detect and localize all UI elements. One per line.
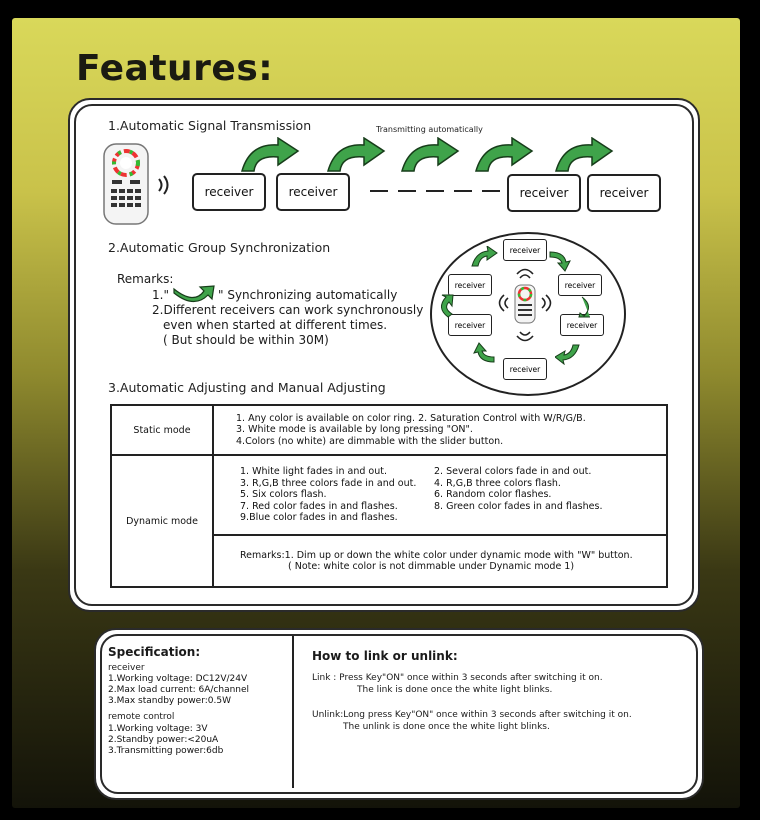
transmit-arrow-icon (400, 137, 460, 173)
dynamic-item: 4. R,G,B three colors flash. (434, 477, 561, 489)
dynamic-item: 5. Six colors flash. (240, 489, 327, 501)
dynamic-remarks-line: ( Note: white color is not dimmable under Dynamic mode 1) (288, 561, 575, 572)
note1-prefix: 1." (152, 288, 169, 302)
unlink-line1: Unlink:Long press Key"ON" once within 3 seconds after switching it on. (312, 710, 632, 720)
diagram-receiver-box: receiver (560, 314, 604, 336)
transmit-arrow-icon (326, 137, 386, 173)
receiver-box: receiver (507, 174, 581, 212)
dynamic-remarks-line: Remarks:1. Dim up or down the white color under dynamic mode with "W" button. (240, 549, 633, 561)
dash (370, 190, 388, 192)
note2-line1: 2.Different receivers can work synchronously (152, 303, 424, 317)
center-remote-icon (514, 284, 536, 324)
remote-control-icon (103, 143, 149, 225)
dash (454, 190, 472, 192)
circular-arrow-icon (436, 294, 454, 318)
diagram-receiver-box: receiver (503, 239, 547, 261)
circular-arrow-icon (576, 296, 596, 318)
static-mode-label: Static mode (111, 405, 213, 455)
spec-receiver-label: receiver (108, 663, 145, 673)
dynamic-remarks (213, 535, 667, 587)
diagram-receiver-box: receiver (448, 314, 492, 336)
remarks-label: Remarks: (117, 272, 174, 286)
signal-waves-icon (516, 330, 534, 344)
dynamic-mode-list (213, 455, 667, 535)
section1-title: 1.Automatic Signal Transmission (108, 118, 312, 133)
transmit-arrow-icon (554, 137, 614, 173)
spec-line: 3.Max standby power:0.5W (108, 696, 232, 706)
dash (398, 190, 416, 192)
note2-line2: even when started at different times. (163, 318, 388, 332)
circular-arrow-icon (470, 342, 496, 366)
receiver-box: receiver (587, 174, 661, 212)
note1-suffix: " Synchronizing automatically (218, 288, 398, 302)
dynamic-item: 8. Green color fades in and flashes. (434, 500, 603, 512)
static-line: 3. White mode is available by long pressing "ON". (236, 424, 473, 436)
static-line: 1. Any color is available on color ring. 2. Saturation Control with W/R/G/B. (236, 412, 586, 424)
static-mode-description (213, 405, 667, 455)
link-title: How to link or unlink: (312, 649, 458, 663)
dynamic-item: 1. White light fades in and out. (240, 466, 387, 478)
spec-remote-label: remote control (108, 712, 175, 722)
diagram-receiver-box: receiver (558, 274, 602, 296)
spec-line: 2.Standby power:<20uA (108, 735, 219, 745)
transmit-arrow-icon (240, 137, 300, 173)
link-line1: Link : Press Key"ON" once within 3 seconds after switching it on. (312, 673, 603, 683)
spec-line: 1.Working voltage: DC12V/24V (108, 674, 248, 684)
dynamic-item: 7. Red color fades in and flashes. (240, 500, 398, 512)
dash (426, 190, 444, 192)
static-line: 4.Colors (no white) are dimmable with the slider button. (236, 435, 504, 447)
circular-arrow-icon (470, 246, 498, 268)
receiver-box: receiver (276, 173, 350, 211)
dynamic-item: 2. Several colors fade in and out. (434, 466, 592, 478)
spec-receiver-lines (108, 674, 249, 707)
link-line2: The link is done once the white light blinks. (357, 685, 553, 695)
diagram-receiver-box: receiver (503, 358, 547, 380)
dynamic-item: 9.Blue color fades in and flashes. (240, 512, 398, 524)
unlink-line2: The unlink is done once the white light blinks. (343, 722, 550, 732)
sync-arrow-icon (172, 283, 216, 303)
section2-title: 2.Automatic Group Synchronization (108, 240, 331, 255)
signal-waves-icon (496, 294, 510, 312)
features-heading: Features: (76, 48, 274, 89)
dynamic-mode-label: Dynamic mode (111, 455, 213, 587)
signal-waves-icon (156, 174, 174, 196)
spec-line: 2.Max load current: 6A/channel (108, 685, 250, 695)
spec-title: Specification: (108, 645, 201, 659)
receiver-box: receiver (192, 173, 266, 211)
signal-waves-icon (516, 266, 534, 280)
circular-arrow-icon (555, 343, 581, 365)
dash (482, 190, 500, 192)
note2-line3: ( But should be within 30M) (163, 333, 329, 347)
spec-line: 1.Working voltage: 3V (108, 724, 208, 734)
section3-title: 3.Automatic Adjusting and Manual Adjusting (108, 380, 386, 395)
transmit-arrow-icon (474, 137, 534, 173)
diagram-receiver-box: receiver (448, 274, 492, 296)
spec-line: 3.Transmitting power:6db (108, 746, 224, 756)
spec-remote-lines (108, 724, 223, 757)
dynamic-item: 6. Random color flashes. (434, 489, 552, 501)
spec-divider (292, 636, 294, 788)
transmit-label: Transmitting automatically (376, 125, 483, 134)
circular-arrow-icon (548, 248, 572, 272)
dynamic-item: 3. R,G,B three colors fade in and out. (240, 477, 417, 489)
modes-table (110, 404, 668, 588)
signal-waves-icon (540, 294, 554, 312)
